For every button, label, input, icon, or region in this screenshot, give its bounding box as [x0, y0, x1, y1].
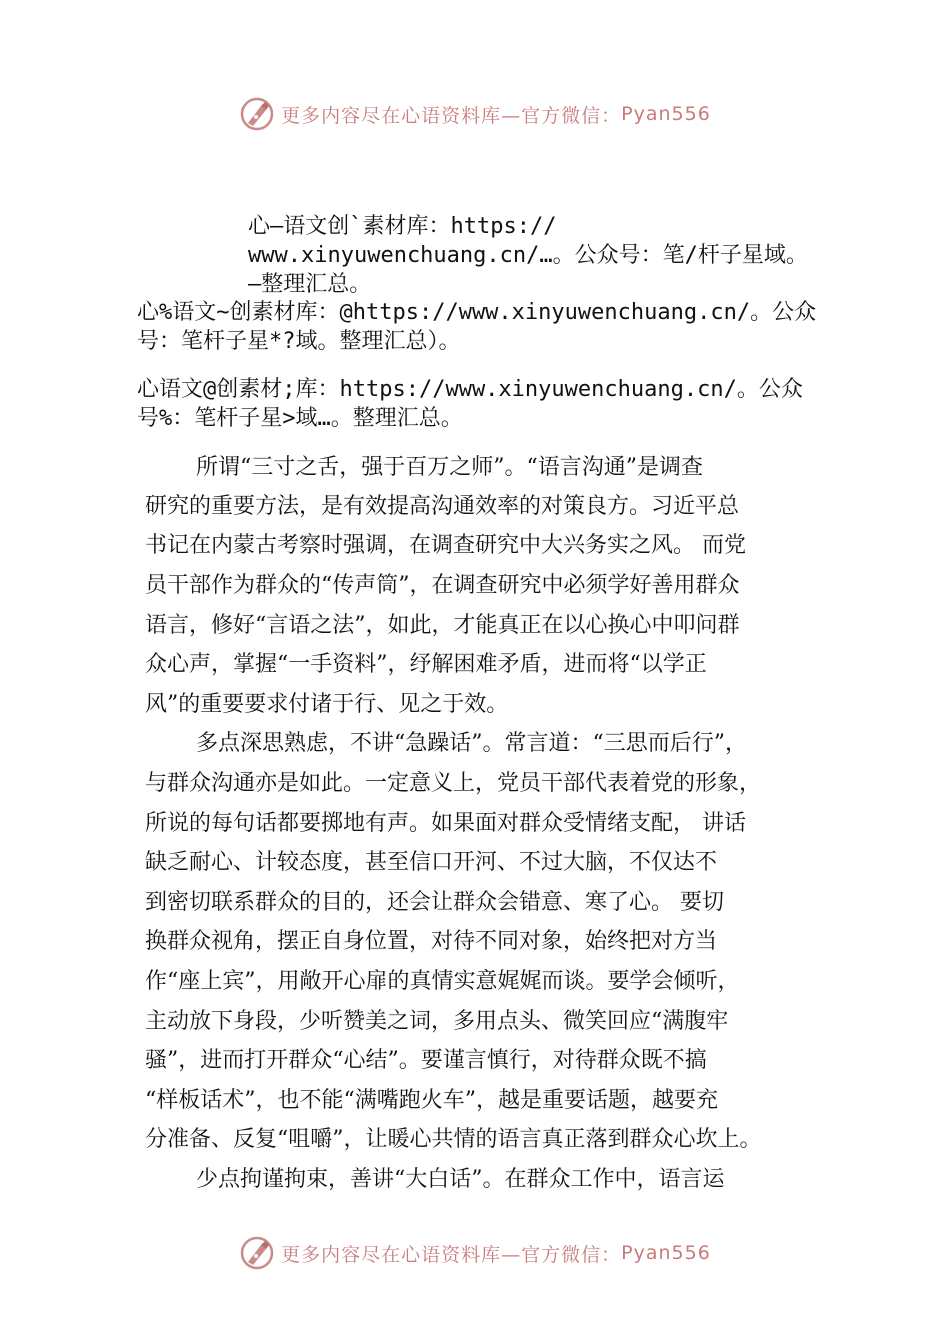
source-note-line: www.xinyuwenchuang.cn/…。公众号：笔/杆子星域。 [248, 243, 808, 268]
body-line: 书记在内蒙古考察时强调，在调查研究中大兴务实之风。 而党 [145, 533, 746, 558]
body-line: 到密切联系群众的目的，还会让群众会错意、寒了心。 要切 [145, 890, 724, 915]
source-note-line: 号：笔杆子星*?域。整理汇总）。 [137, 329, 461, 354]
source-note-line: —整理汇总。 [248, 272, 372, 297]
body-line: 众心声，掌握“一手资料”，纾解困难矛盾，进而将“以学正 [145, 652, 707, 677]
pen-nib-logo-icon [239, 96, 275, 132]
body-line: “样板话术”，也不能“满嘴跑火车”，越是重要话题，越要充 [145, 1088, 718, 1113]
body-line: 换群众视角，摆正自身位置，对待不同对象，始终把对方当 [145, 929, 718, 954]
body-line: 主动放下身段，少听赞美之词，多用点头、微笑回应“满腹牢 [145, 1009, 729, 1034]
body-line: 所谓“三寸之舌，强于百万之师”。“语言沟通”是调查 [196, 455, 703, 480]
body-line: 研究的重要方法，是有效提高沟通效率的对策良方。习近平总 [145, 494, 740, 519]
banner-text: 更多内容尽在心语资料库—官方微信： [281, 1243, 622, 1266]
source-note-line: 心—语文创`素材库：https:// [248, 214, 557, 239]
body-line: 语言，修好“言语之法”，如此，才能真正在以心换心中叩问群 [145, 613, 740, 638]
body-line: 缺乏耐心、计较态度，甚至信口开河、不过大脑，不仅达不 [145, 850, 718, 875]
wechat-id: Pyan556 [621, 103, 711, 125]
body-line: 骚”，进而打开群众“心结”。要谨言慎行，对待群众既不搞 [145, 1048, 707, 1073]
body-line: 少点拘谨拘束，善讲“大白话”。在群众工作中，语言运 [196, 1167, 725, 1192]
footer-banner [0, 1233, 950, 1273]
source-note-line: 心语文@创素材;库：https://www.xinyuwenchuang.cn/。公众 [137, 377, 803, 402]
pen-nib-logo-icon [239, 1235, 275, 1271]
body-line: 作“座上宾”，用敞开心扉的真情实意娓娓而谈。要学会倾听， [145, 969, 740, 994]
body-line: 多点深思熟虑，不讲“急躁话”。常言道：“三思而后行”， [196, 731, 747, 756]
wechat-id: Pyan556 [621, 1242, 711, 1264]
source-note-line: 心%语文~创素材库：@https://www.xinyuwenchuang.cn/。公众 [137, 300, 817, 325]
banner-text: 更多内容尽在心语资料库—官方微信： [281, 104, 622, 127]
header-banner [0, 94, 950, 134]
body-line: 员干部作为群众的“传声筒”，在调查研究中必须学好善用群众 [145, 573, 740, 598]
body-line: 分准备、反复“咀嚼”，让暖心共情的语言真正落到群众心坎上。 [145, 1127, 762, 1152]
body-line: 风”的重要要求付诸于行、见之于效。 [145, 692, 509, 717]
body-line: 所说的每句话都要掷地有声。如果面对群众受情绪支配， 讲话 [145, 811, 746, 836]
source-note-line: 号%：笔杆子星>域…。整理汇总。 [137, 406, 463, 431]
body-line: 与群众沟通亦是如此。一定意义上，党员干部代表着党的形象， [145, 771, 762, 796]
